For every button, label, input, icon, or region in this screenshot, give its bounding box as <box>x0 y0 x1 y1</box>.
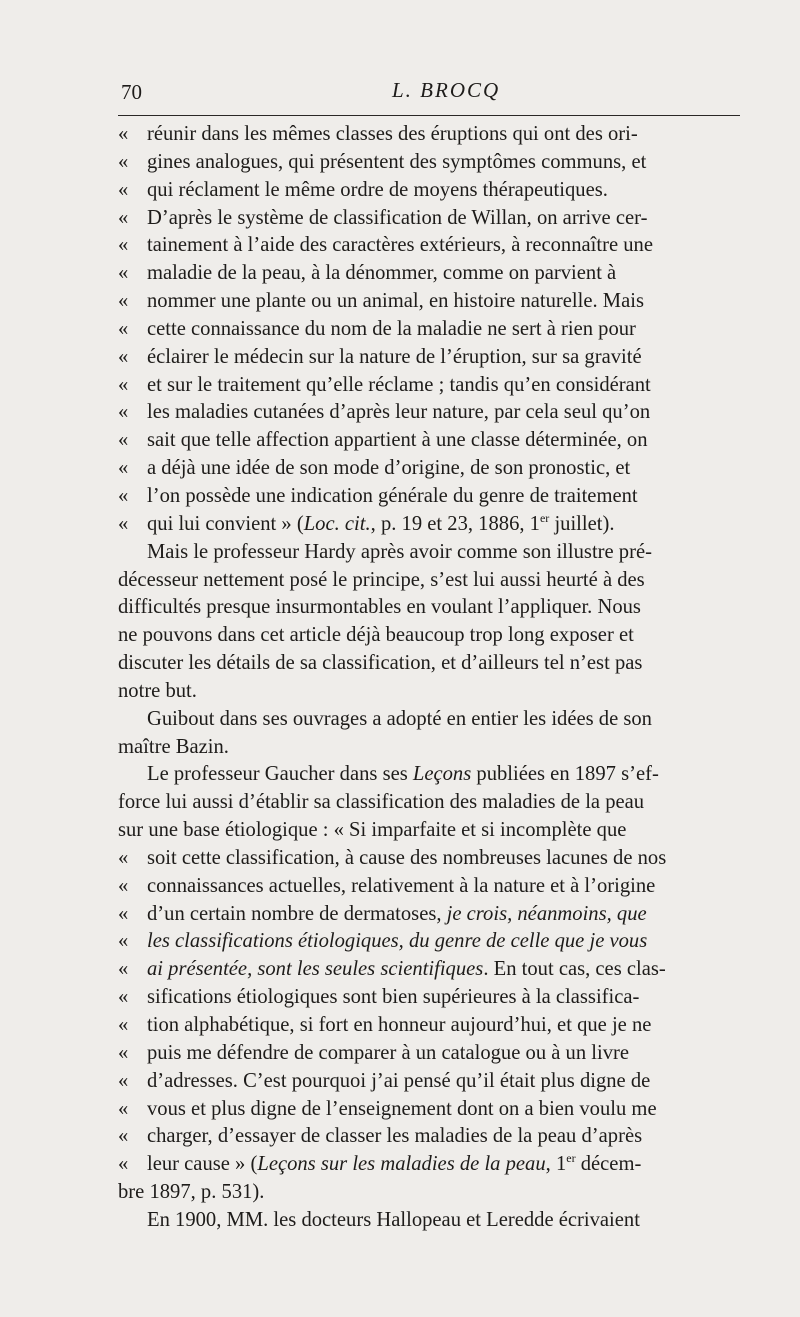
line-text: d’un certain nombre de dermatoses, je crois, néanmoins, que <box>147 902 647 925</box>
line-text: tion alphabétique, si fort en honneur aujourd’hui, et que je ne <box>147 1014 652 1036</box>
line-text: difficultés presque insurmontables en voulant l’appliquer. Nous <box>118 596 641 619</box>
text-line <box>118 1040 748 1068</box>
line-text: sur une base étiologique : « Si imparfaite et si incomplète que <box>118 819 627 842</box>
line-text: qui réclament le même ordre de moyens thérapeutiques. <box>147 178 608 201</box>
quote-mark: « <box>118 345 129 368</box>
text-line <box>118 260 748 288</box>
quote-mark: « <box>118 902 129 925</box>
text-line <box>118 1151 748 1179</box>
quote-mark: « <box>118 1097 129 1120</box>
text-line <box>118 483 748 511</box>
line-text: En 1900, MM. les docteurs Hallopeau et Leredde écrivaient <box>147 1208 640 1231</box>
text-line <box>118 1012 748 1040</box>
line-text: sait que telle affection appartient à une classe déterminée, on <box>147 429 648 452</box>
line-text: notre but. <box>118 679 197 702</box>
text-line <box>118 455 748 483</box>
line-text: ne pouvons dans cet article déjà beaucoup trop long exposer et <box>118 624 634 647</box>
quote-mark: « <box>118 1153 129 1176</box>
line-text: tainement à l’aide des caractères extérieurs, à reconnaître une <box>147 234 653 257</box>
quote-mark: « <box>118 290 129 313</box>
line-text: leur cause » (Leçons sur les maladies de la peau, 1er décem- <box>147 1151 642 1176</box>
quote-mark: « <box>118 1125 129 1148</box>
text-line <box>118 288 748 316</box>
line-text: vous et plus digne de l’enseignement dont on a bien voulu me <box>147 1097 657 1120</box>
text-line <box>118 1068 748 1096</box>
line-text: Mais le professeur Hardy après avoir comme son illustre pré- <box>147 540 652 563</box>
text-line <box>118 706 748 734</box>
quote-mark: « <box>118 262 129 285</box>
line-text: l’on possède une indication générale du genre de traitement <box>147 484 638 507</box>
page-number: 70 <box>121 80 142 104</box>
text-line <box>118 873 748 901</box>
text-line <box>118 956 748 984</box>
text-line <box>118 539 748 567</box>
line-text: D’après le système de classification de Willan, on arrive cer- <box>147 206 648 229</box>
line-text: les maladies cutanées d’après leur nature, par cela seul qu’on <box>147 401 651 424</box>
text-line <box>118 399 748 427</box>
line-text: d’adresses. C’est pourquoi j’ai pensé qu’il était plus digne de <box>147 1069 651 1092</box>
text-line <box>118 901 748 929</box>
line-text: charger, d’essayer de classer les maladies de la peau d’après <box>147 1125 643 1148</box>
text-line <box>118 1123 748 1151</box>
text-line <box>118 1096 748 1124</box>
text-line <box>118 316 748 344</box>
text-line <box>118 149 748 177</box>
text-line <box>118 734 748 762</box>
quote-mark: « <box>118 874 129 897</box>
quote-mark: « <box>118 234 129 257</box>
line-text: ai présentée, sont les seules scientifiques. En tout cas, ces clas- <box>147 958 666 981</box>
line-text: a déjà une idée de son mode d’origine, de son pronostic, et <box>147 457 631 480</box>
text-line <box>118 761 748 789</box>
line-text: sifications étiologiques sont bien supérieures à la classifica- <box>147 986 640 1009</box>
text-line <box>118 928 748 956</box>
text-line <box>118 511 748 539</box>
line-text: décesseur nettement posé le principe, s’est lui aussi heurté à des <box>118 568 645 591</box>
line-text: force lui aussi d’établir sa classification des maladies de la peau <box>118 791 645 814</box>
text-line <box>118 817 748 845</box>
quote-mark: « <box>118 457 129 480</box>
line-text: soit cette classification, à cause des nombreuses lacunes de nos <box>147 846 667 869</box>
quote-mark: « <box>118 484 129 507</box>
text-line <box>118 984 748 1012</box>
text-line <box>118 344 748 372</box>
text-line <box>118 372 748 400</box>
quote-mark: « <box>118 512 129 535</box>
line-text: nommer une plante ou un animal, en histoire naturelle. Mais <box>147 290 644 313</box>
quote-mark: « <box>118 1014 129 1036</box>
text-line <box>118 232 748 260</box>
line-text: puis me défendre de comparer à un catalogue ou à un livre <box>147 1041 630 1064</box>
quote-mark: « <box>118 123 129 145</box>
text-line <box>118 205 748 233</box>
running-head: L. BROCQ <box>392 78 501 102</box>
text-line <box>118 1179 748 1207</box>
text-line <box>118 1207 748 1235</box>
quote-mark: « <box>118 206 129 229</box>
line-text: connaissances actuelles, relativement à la nature et à l’origine <box>147 874 656 897</box>
line-text: qui lui convient » (Loc. cit., p. 19 et 23, 1886, 1er juillet). <box>147 510 615 535</box>
quote-mark: « <box>118 178 129 201</box>
text-line <box>118 622 748 650</box>
body-text <box>118 121 748 1235</box>
text-line <box>118 678 748 706</box>
quote-mark: « <box>118 150 129 173</box>
quote-mark: « <box>118 317 129 340</box>
line-text: Guibout dans ses ouvrages a adopté en entier les idées de son <box>147 707 652 730</box>
line-text: discuter les détails de sa classification, et d’ailleurs tel n’est pas <box>118 652 643 675</box>
quote-mark: « <box>118 930 129 953</box>
line-text: maladie de la peau, à la dénommer, comme on parvient à <box>147 262 617 285</box>
quote-mark: « <box>118 958 129 981</box>
text-line <box>118 177 748 205</box>
quote-mark: « <box>118 373 129 396</box>
quote-mark: « <box>118 846 129 869</box>
text-line <box>118 650 748 678</box>
line-text: Le professeur Gaucher dans ses Leçons publiées en 1897 s’ef- <box>147 763 659 786</box>
quote-mark: « <box>118 429 129 452</box>
text-line <box>118 845 748 873</box>
header-rule <box>118 115 740 116</box>
text-line <box>118 594 748 622</box>
line-text: maître Bazin. <box>118 735 229 758</box>
quote-mark: « <box>118 1041 129 1064</box>
line-text: éclairer le médecin sur la nature de l’éruption, sur sa gravité <box>147 345 642 368</box>
quote-mark: « <box>118 401 129 424</box>
text-line <box>118 567 748 595</box>
text-line <box>118 427 748 455</box>
line-text: bre 1897, p. 531). <box>118 1181 265 1204</box>
line-text: et sur le traitement qu’elle réclame ; tandis qu’en considérant <box>147 373 651 396</box>
quote-mark: « <box>118 986 129 1009</box>
line-text: gines analogues, qui présentent des symptômes communs, et <box>147 150 647 173</box>
line-text: les classifications étiologiques, du genre de celle que je vous <box>147 930 648 953</box>
text-line <box>118 121 748 149</box>
text-line <box>118 789 748 817</box>
line-text: cette connaissance du nom de la maladie ne sert à rien pour <box>147 317 636 340</box>
quote-mark: « <box>118 1069 129 1092</box>
line-text: réunir dans les mêmes classes des éruptions qui ont des ori- <box>147 123 638 145</box>
